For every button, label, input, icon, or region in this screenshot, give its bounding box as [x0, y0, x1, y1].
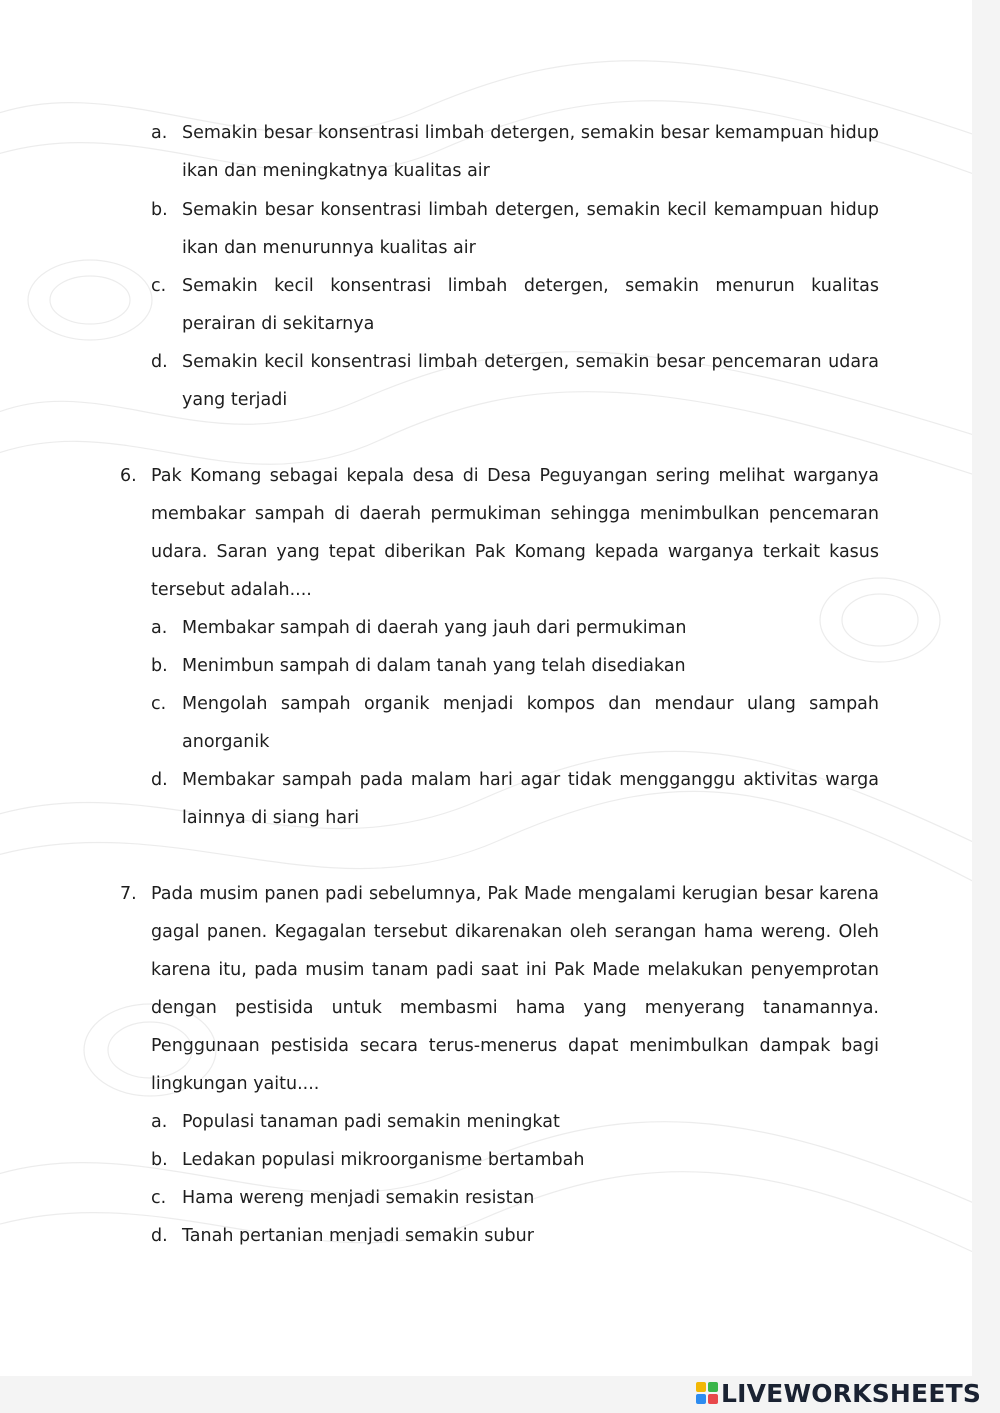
option-text: Hama wereng menjadi semakin resistan	[182, 1188, 535, 1208]
q5-option-c[interactable]	[151, 267, 879, 343]
option-text: Semakin kecil konsentrasi limbah detergen, semakin menurun kualitas perairan di sekitarnya	[182, 276, 879, 334]
question-number: 7.	[120, 884, 137, 904]
q6-option-d[interactable]	[151, 761, 879, 837]
option-letter: d.	[151, 352, 168, 372]
q7-option-d[interactable]	[151, 1217, 879, 1255]
option-letter: b.	[151, 200, 168, 220]
option-text: Populasi tanaman padi semakin meningkat	[182, 1112, 560, 1132]
q7-option-c[interactable]	[151, 1179, 879, 1217]
logo-square-red	[708, 1394, 718, 1404]
brand-name: LIVEWORKSHEETS	[721, 1378, 982, 1408]
option-letter: d.	[151, 770, 168, 790]
option-text: Semakin kecil konsentrasi limbah detergen, semakin besar pencemaran udara yang terjadi	[182, 352, 879, 410]
option-text: Membakar sampah pada malam hari agar tidak mengganggu aktivitas warga lainnya di siang hari	[182, 770, 879, 828]
liveworksheets-logo-icon	[696, 1382, 718, 1404]
q7-option-a[interactable]	[151, 1103, 879, 1141]
option-text: Membakar sampah di daerah yang jauh dari permukiman	[182, 618, 687, 638]
question-number: 6.	[120, 466, 137, 486]
option-letter: a.	[151, 618, 168, 638]
q5-option-a[interactable]	[151, 114, 879, 190]
option-letter: c.	[151, 276, 167, 296]
option-letter: c.	[151, 694, 167, 714]
option-letter: d.	[151, 1226, 168, 1246]
logo-square-yellow	[696, 1382, 706, 1392]
option-text: Mengolah sampah organik menjadi kompos dan mendaur ulang sampah anorganik	[182, 694, 879, 752]
option-letter: b.	[151, 656, 168, 676]
q5-option-b[interactable]	[151, 191, 879, 267]
logo-square-green	[708, 1382, 718, 1392]
q6-option-c[interactable]	[151, 685, 879, 761]
option-text: Tanah pertanian menjadi semakin subur	[182, 1226, 534, 1246]
question-text: Pada musim panen padi sebelumnya, Pak Made mengalami kerugian besar karena gagal panen. Kegagalan tersebut dikarenakan oleh serangan hama wereng. Oleh karena itu, pada musim tanam padi saat ini Pak Made melakukan penyemprotan dengan pestisida untuk membasmi hama yang menyerang tanamannya. Penggunaan pestisida secara terus-menerus dapat menimbulkan dampak bagi lingkungan yaitu....	[151, 884, 879, 1094]
option-letter: a.	[151, 123, 168, 143]
option-text: Menimbun sampah di dalam tanah yang telah disediakan	[182, 656, 686, 676]
question-text: Pak Komang sebagai kepala desa di Desa Peguyangan sering melihat warganya membakar sampah di daerah permukiman sehingga menimbulkan pencemaran udara. Saran yang tepat diberikan Pak Komang kepada warganya terkait kasus tersebut adalah....	[151, 466, 879, 600]
q6-option-b[interactable]	[151, 647, 879, 685]
option-text: Semakin besar konsentrasi limbah detergen, semakin kecil kemampuan hidup ikan dan menurunnya kualitas air	[182, 200, 879, 258]
option-text: Semakin besar konsentrasi limbah detergen, semakin besar kemampuan hidup ikan dan meningkatnya kualitas air	[182, 123, 879, 181]
option-letter: b.	[151, 1150, 168, 1170]
liveworksheets-logo[interactable]	[696, 1377, 981, 1409]
logo-square-blue	[696, 1394, 706, 1404]
q7-option-b[interactable]	[151, 1141, 879, 1179]
q5-option-d[interactable]	[151, 343, 879, 419]
option-text: Ledakan populasi mikroorganisme bertambah	[182, 1150, 585, 1170]
q6-option-a[interactable]	[151, 609, 879, 647]
option-letter: a.	[151, 1112, 168, 1132]
option-letter: c.	[151, 1188, 167, 1208]
